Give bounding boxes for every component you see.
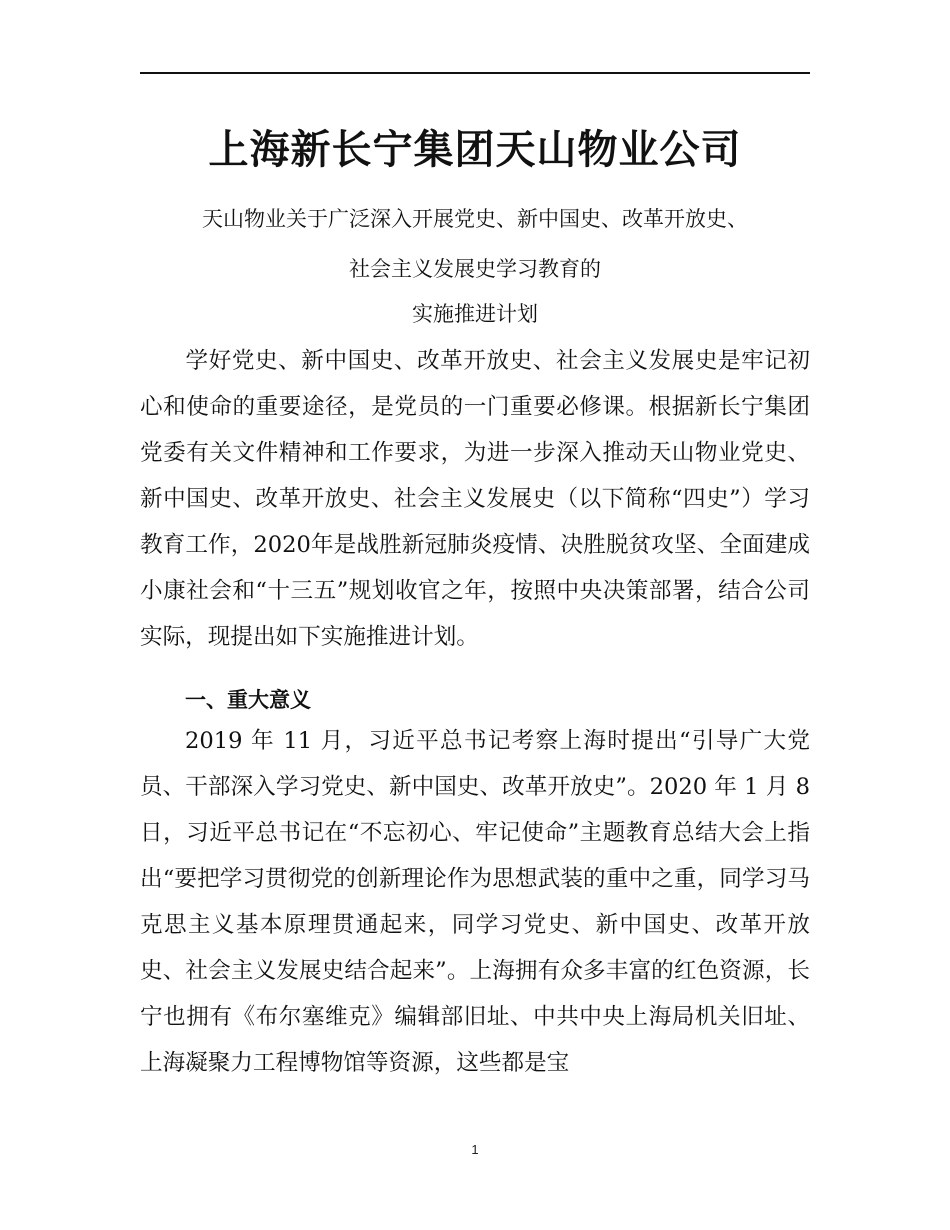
page-number: 1: [471, 1142, 479, 1157]
organization-title: 上海新长宁集团天山物业公司: [208, 126, 742, 173]
intro-paragraph: [140, 338, 810, 660]
header-rule: [140, 72, 810, 74]
subtitle-line-3: 实施推进计划: [412, 302, 538, 326]
significance-paragraph-text: 2019 年 11 月，习近平总书记考察上海时提出“引导广大党员、干部深入学习党史、新中国史、改革开放史”。2020 年 1 月 8 日，习近平总书记在“不忘初心、牢记使命”主题教育总结大会上指出“要把学习贯彻党的创新理论作为思想武装的重中之重，同学习马克思主义基本原理贯通起来，同学习党史、新中国史、改革开放史、社会主义发展史结合起来”。上海拥有众多丰富的红色资源，长宁也拥有《布尔塞维克》编辑部旧址、中共中央上海局机关旧址、上海凝聚力工程博物馆等资源，这些都是宝: [140, 728, 810, 1076]
intro-paragraph-text: 学好党史、新中国史、改革开放史、社会主义发展史是牢记初心和使命的重要途径，是党员的一门重要必修课。根据新长宁集团党委有关文件精神和工作要求，为进一步深入推动天山物业党史、新中国史、改革开放史、社会主义发展史（以下简称“四史”）学习教育工作，2020年是战胜新冠肺炎疫情、决胜脱贫攻坚、全面建成小康社会和“十三五”规划收官之年，按照中央决策部署，结合公司实际，现提出如下实施推进计划。: [140, 348, 810, 650]
section-heading-significance: 一、重大意义: [185, 688, 311, 712]
significance-paragraph: [140, 718, 810, 1086]
subtitle-line-2: 社会主义发展史学习教育的: [349, 257, 601, 281]
subtitle-line-1: 天山物业关于广泛深入开展党史、新中国史、改革开放史、: [202, 207, 748, 231]
